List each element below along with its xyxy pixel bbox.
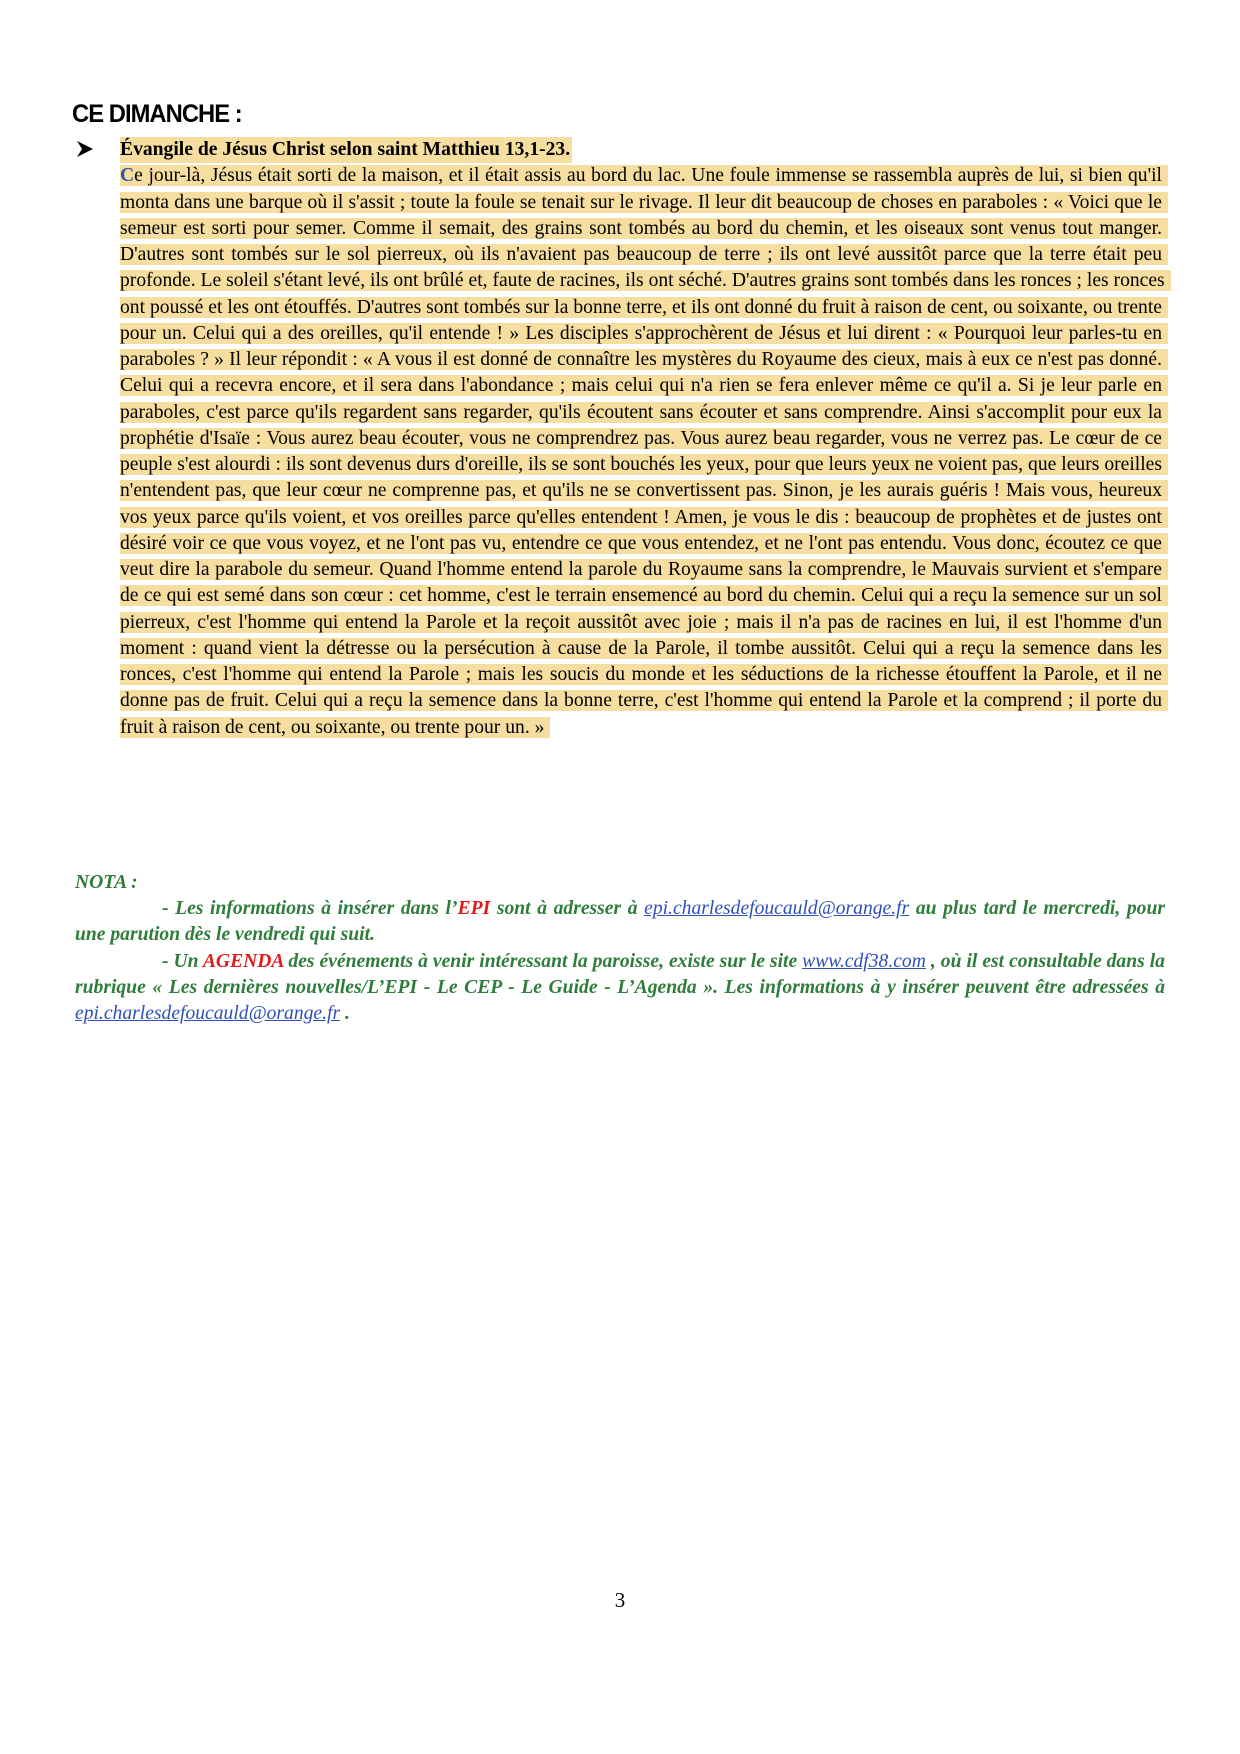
nota-item-2-mid: des événements à venir intéressant la paroisse, existe sur le site (283, 950, 803, 972)
agenda-label: AGENDA (202, 950, 284, 972)
nota-item-1-mid: sont à adresser à (490, 898, 645, 920)
section-heading: CE DIMANCHE : (72, 100, 242, 128)
nota-item-1 (75, 896, 1165, 948)
nota-section (75, 870, 1165, 1027)
gospel-text (120, 163, 1168, 741)
nota-item-1-end: au plus tard le mercredi, pour une parution dès le vendredi qui suit. (75, 898, 1165, 946)
arrow-bullet-icon (76, 140, 94, 158)
nota-item-2-end: . (340, 1003, 350, 1025)
gospel-body: e jour-là, Jésus était sorti de la maison, et il était assis au bord du lac. Une foule immense se rassembla auprès de lui, si bien qu'il monta dans une barque où il s'assit ; toute la foule se tenait sur le rivage. Il leur dit beaucoup de choses en paraboles : « Voici que le semeur est sorti pour semer. Comme il semait, des grains sont tombés au bord du chemin, et les oiseaux sont venus tout manger. D'autres sont tombés sur le sol pierreux, où ils n'avaient pas beaucoup de terre ; ils ont levé aussitôt parce que la terre était peu profonde. Le soleil s'étant levé, ils ont brûlé et, faute de racines, ils ont séché. D'autres grains sont tombés dans les ronces ; les ronces ont poussé et les ont étouffés. D'autres sont tombés sur la bonne terre, et ils ont donné du fruit à raison de cent, ou soixante, ou trente pour un. Celui qui a des oreilles, qu'il entende ! » Les disciples s'approchèrent de Jésus et lui dirent : « Pourquoi leur parles-tu en paraboles ? » Il leur répondit : « A vous il est donné de connaître les mystères du Royaume des cieux, mais à eux ce n'est pas donné. Celui qui a recevra encore, et il sera dans l'abondance ; mais celui qui n'a rien se fera enlever même ce qu'il a. Si je leur parle en paraboles, c'est parce qu'ils regardent sans regarder, qu'ils écoutent sans écouter et sans comprendre. Ainsi s'accomplit pour eux la prophétie d'Isaïe : Vous aurez beau écouter, vous ne comprendrez pas. Vous aurez beau regarder, vous ne verrez pas. Le cœur de ce peuple s'est alourdi : ils sont devenus durs d'oreille, ils se sont bouchés les yeux, pour que leurs yeux ne voient pas, que leurs oreilles n'entendent pas, que leur cœur ne comprenne pas, et qu'ils ne se convertissent pas. Sinon, je les aurais guéris ! Mais vous, heureux vos yeux parce qu'ils voient, et vos oreilles parce qu'elles entendent ! Amen, je vous le dis : beaucoup de prophètes et de justes ont désiré voir ce que vous voyez, et ne l'ont pas vu, entendre ce que vous entendez, et ne l'ont pas entendu. Vous donc, écoutez ce que veut dire la parabole du semeur. Quand l'homme entend la parole du Royaume sans la comprendre, le Mauvais survient et s'empare de ce qui est semé dans son cœur : cet homme, c'est le terrain ensemencé au bord du chemin. Celui qui a reçu la semence sur un sol pierreux, c'est l'homme qui entend la Parole et la reçoit aussitôt avec joie ; mais il n'a pas de racines en lui, il est l'homme d'un moment : quand vient la détresse ou la persécution à cause de la Parole, il tombe aussitôt. Celui qui a reçu la semence dans les ronces, c'est l'homme qui entend la Parole ; mais les soucis du monde et les séductions de la richesse étouffent la Parole, et il ne donne pas de fruit. Celui qui a reçu la semence dans la bonne terre, c'est l'homme qui entend la Parole et la comprend ; il porte du fruit à raison de cent, ou soixante, ou trente pour un. » (120, 165, 1165, 738)
nota-item-2-mid2: , où il est consultable dans la rubrique « Les dernières nouvelles/L’EPI - Le CEP - Le Guide - L’Agenda ». Les informations à y insérer peuvent être adressées à (75, 950, 1165, 998)
nota-label: NOTA : (75, 872, 138, 893)
website-link[interactable]: www.cdf38.com (802, 950, 926, 972)
gospel-title: Évangile de Jésus Christ selon saint Matthieu 13,1-23. (120, 137, 572, 163)
email-link-2[interactable]: epi.charlesdefoucauld@orange.fr (75, 1003, 341, 1025)
epi-label: EPI (457, 898, 491, 920)
nota-item-1-text: - Les informations à insérer dans l’ (162, 898, 458, 920)
drop-cap: C (120, 165, 135, 187)
page-number: 3 (614, 1588, 626, 1612)
email-link[interactable]: epi.charlesdefoucauld@orange.fr (644, 898, 910, 920)
nota-item-2-text: - Un (162, 950, 203, 972)
nota-item-2 (75, 949, 1165, 1028)
gospel-block (120, 137, 1168, 741)
